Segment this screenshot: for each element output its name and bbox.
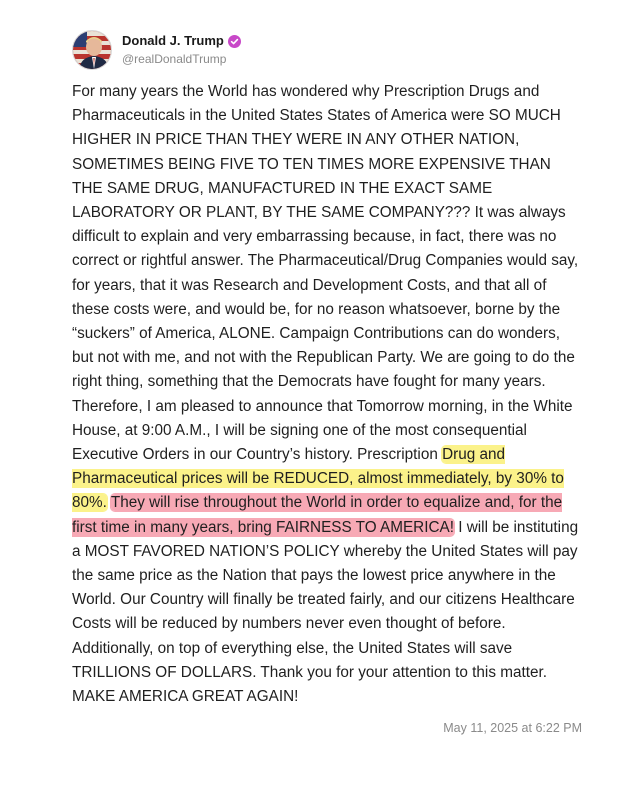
highlight-red: They will rise throughout the World in order to equalize and, for the first time in many years, bring FAIRNESS TO AMERICA!	[72, 494, 563, 536]
post-card	[72, 30, 582, 735]
highlight-yellow: Drug and Pharmaceutical prices will be REDUCED, almost immediately, by 30% to 80%.	[72, 446, 564, 512]
verified-badge-icon	[228, 35, 241, 48]
post-text-part2: I will be instituting a MOST FAVORED NATION’S POLICY whereby the United States will pay the same price as the Nation that pays the lowest price anywhere in the World. Our Country will finally be treated fairly, and our citizens Healthcare Costs will be reduced by numbers never even thought of before. Additionally, on top of everything else, the United States will save TRILLIONS OF DOLLARS. Thank you for your attention to this matter. MAKE AMERICA GREAT AGAIN!	[72, 518, 579, 706]
post-timestamp[interactable]: May 11, 2025 at 6:22 PM	[443, 721, 582, 736]
post-body	[72, 80, 582, 709]
author-name-row	[122, 32, 241, 50]
post-text-part1: For many years the World has wondered why Prescription Drugs and Pharmaceuticals in the United States States of America were SO MUCH HIGHER IN PRICE THAN THEY WERE IN ANY OTHER NATION, SOMETIMES BEING FIVE TO TEN TIMES MORE EXPENSIVE THAN THE SAME DRUG, MANUFACTURED IN THE EXACT SAME LABORATORY OR PLANT, BY THE SAME COMPANY??? It was always difficult to explain and very embarrassing because, in fact, there was no correct or rightful answer. The Pharmaceutical/Drug Companies would say, for years, that it was Research and Development Costs, and that all of these costs were, and would be, for no reason whatsoever, borne by the “suckers” of America, ALONE. Campaign Contributions can do wonders, but not with me, and not with the Republican Party. We are going to do the right thing, something that the Democrats have fought for many years. Therefore, I am pleased to announce that Tomorrow morning, in the White House, at 9:00 A.M., I will be signing one of the most consequential Executive Orders in our Country’s history. Prescription	[72, 83, 579, 464]
profile-avatar-icon[interactable]	[72, 30, 112, 70]
author-names	[122, 32, 241, 68]
post-header	[72, 30, 582, 70]
author-display-name[interactable]: Donald J. Trump	[122, 33, 224, 48]
author-handle[interactable]: @realDonaldTrump	[122, 52, 227, 66]
